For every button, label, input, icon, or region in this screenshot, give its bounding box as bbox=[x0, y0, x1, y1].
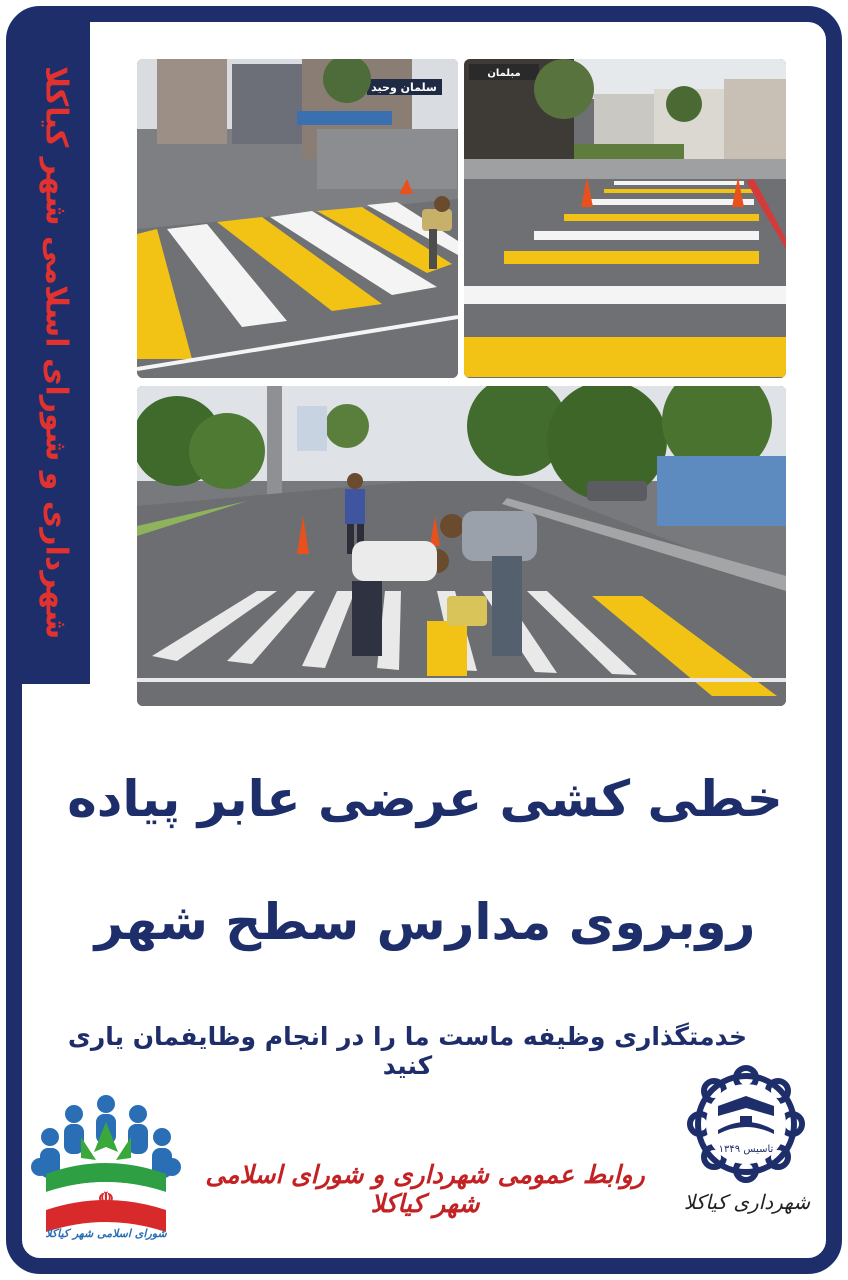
headline-line-1: خطی کشی عرضی عابر پیاده bbox=[67, 770, 783, 828]
photo-workers-painting bbox=[137, 386, 786, 706]
photo2-shop-sign: مبلمان bbox=[487, 68, 521, 79]
iran-emblem-icon: ☫ bbox=[97, 1189, 115, 1210]
photo1-shop-sign: سلمان وحید bbox=[371, 81, 437, 94]
public-relations-credit: روابط عمومی شهرداری و شورای اسلامی شهر کیاکلا bbox=[205, 1160, 645, 1218]
headline-line-2: روبروی مدارس سطح شهر bbox=[94, 893, 756, 951]
photo-finished-crosswalk bbox=[464, 59, 786, 378]
council-logo-text: شورای اسلامی شهر کیاکلا bbox=[45, 1227, 167, 1240]
slogan: خدمتگذاری وظیفه ماست ما را در انجام وظایفمان یاری کنید bbox=[67, 1022, 748, 1080]
photo-crosswalk-painting bbox=[137, 59, 458, 378]
city-council-logo bbox=[26, 1092, 186, 1252]
side-banner-text: شهرداری و شورای اسلامی شهر کیاکلا bbox=[38, 66, 74, 640]
municipality-logo-caption: شهرداری کیاکلا bbox=[683, 1190, 811, 1214]
side-banner bbox=[22, 22, 90, 684]
municipality-year: تاسیس ۱۳۴۹ bbox=[718, 1144, 774, 1155]
municipality-logo bbox=[678, 1064, 814, 1184]
